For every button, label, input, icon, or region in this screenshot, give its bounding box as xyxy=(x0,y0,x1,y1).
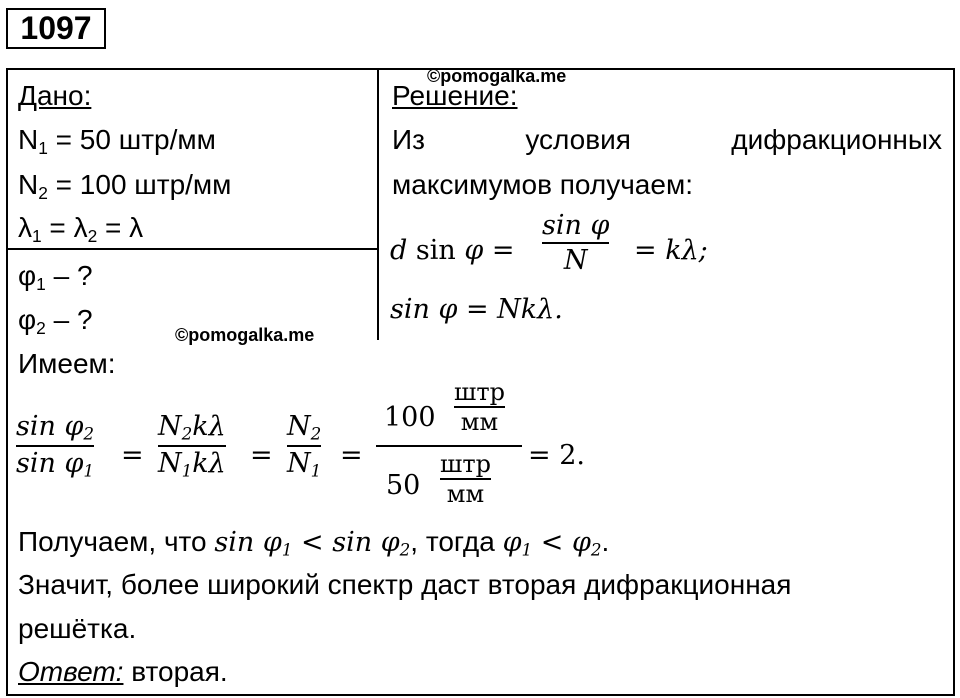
answer-line xyxy=(18,658,228,686)
unit-fraction-top: штр мм xyxy=(454,378,505,436)
ratio-fraction-nkl: $N_2k\lambda$ $N_1k\lambda$ xyxy=(158,411,226,482)
ratio-eq-3: = xyxy=(340,440,363,471)
given-heading: Дано: xyxy=(18,80,92,111)
watermark-middle: ©pomogalka.me xyxy=(175,325,315,345)
ratio-fraction-sin: $\sin \varphi_2$ $\sin \varphi_1$ xyxy=(16,411,95,482)
problem-number: 1097 xyxy=(6,8,106,49)
find-phi1: $\varphi_1$ – ? xyxy=(18,260,93,294)
ratio-eq-2: = xyxy=(250,440,273,471)
ratio-fraction-n: $N_2$ $N_1$ xyxy=(287,411,322,482)
given-lambda: $\lambda_1 = \lambda_2 = \lambda$ xyxy=(18,212,144,246)
ratio-eq-1: = xyxy=(121,440,144,471)
solution-eq1-fraction: sin φ N xyxy=(542,210,610,276)
ratio-result: = 2. xyxy=(528,440,585,471)
given-find-divider xyxy=(6,248,379,250)
watermark-top: ©pomogalka.me xyxy=(427,66,567,86)
find-phi2: $\varphi_2$ – ? xyxy=(18,304,93,338)
answer-label: Ответ: xyxy=(18,656,124,687)
main-intro: Имеем: xyxy=(18,348,116,379)
main-fraction-bar xyxy=(376,445,522,447)
conclusion-line3: решётка. xyxy=(18,613,137,644)
conclusion-line1: Получаем, что $\sin \varphi_1 < \sin \varphi_2$, тогда $\varphi_1 < \varphi_2$. xyxy=(18,526,610,560)
ratio-fraction-values xyxy=(376,380,524,515)
value-50: 50 xyxy=(386,470,421,501)
solution-eq1-lhs: d sin φ = xyxy=(390,235,515,266)
solution-line2: максимумов получаем: xyxy=(392,169,693,200)
conclusion-line2: Значит, более широкий спектр даст вторая дифракционная xyxy=(18,569,792,600)
value-100: 100 xyxy=(384,402,436,433)
given-n2: $N_2 = 100$ штр/мм xyxy=(18,169,232,203)
table-right-border xyxy=(953,68,955,696)
unit-fraction-bottom: штр мм xyxy=(440,450,491,508)
table-bottom-border xyxy=(6,694,955,696)
answer-value: вторая. xyxy=(123,656,228,687)
solution-line1: Из условия дифракционных xyxy=(392,124,942,155)
given-solution-divider xyxy=(377,68,379,340)
solution-eq1-rhs: = kλ; xyxy=(634,235,708,266)
solution-eq2: sin φ = Nkλ. xyxy=(390,294,563,325)
solution-heading: Решение: xyxy=(392,80,518,111)
given-n1: $N_1 = 50$ штр/мм xyxy=(18,124,216,158)
table-left-border xyxy=(6,68,8,696)
